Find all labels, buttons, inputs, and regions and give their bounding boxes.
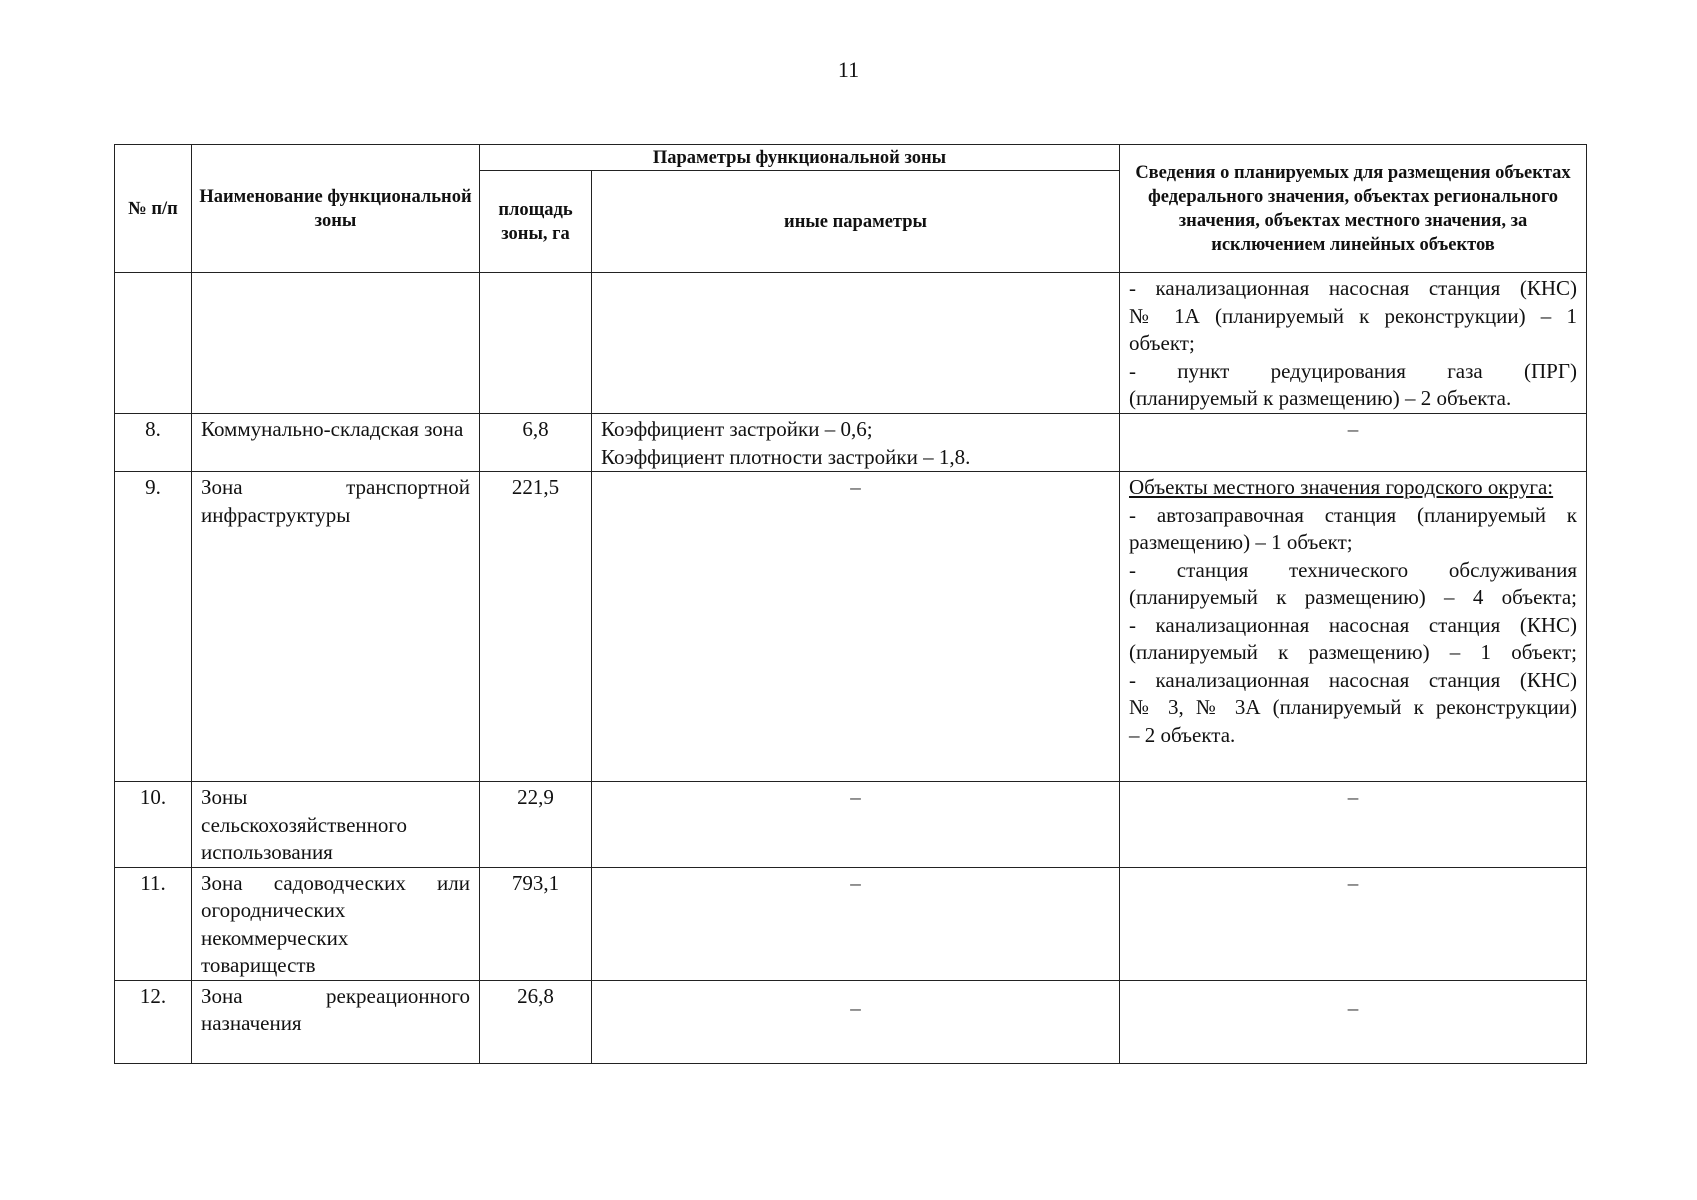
name-line: огороднических <box>201 898 346 922</box>
info-line: (планируемый к размещению) – 2 объекта. <box>1129 386 1512 410</box>
info-line: № 1А (планируемый к реконструкции) – 1 <box>1129 303 1577 328</box>
row-area: 221,5 <box>480 472 592 782</box>
row-planned-objects: – <box>1120 414 1587 472</box>
name-line: Зоны <box>201 785 248 809</box>
info-line: – 2 объекта. <box>1129 722 1236 747</box>
row-zone-name <box>192 782 480 868</box>
table-row <box>115 414 1587 472</box>
row-zone-name <box>192 867 480 980</box>
row-num: 9. <box>115 472 192 782</box>
info-line: объект; <box>1129 331 1195 355</box>
row-other-parameters: – <box>592 782 1120 868</box>
info-line: - канализационная насосная станция (КНС) <box>1129 612 1577 637</box>
info-line: (планируемый к размещению) – 4 объекта; <box>1129 585 1577 609</box>
row-other-parameters <box>592 414 1120 472</box>
header-planned-objects: Сведения о планируемых для размещения объектах федерального значения, объектах регионального значения, объектах местного значения, за исключением линейных объектов <box>1120 145 1587 273</box>
row-zone-name <box>192 980 480 1063</box>
row-num: 12. <box>115 980 192 1063</box>
info-line: - канализационная насосная станция (КНС) <box>1129 276 1577 300</box>
row-other-parameters: – <box>592 867 1120 980</box>
info-line: - канализационная насосная станция (КНС) <box>1129 667 1577 692</box>
header-area: площадь зоны, га <box>480 171 592 273</box>
info-line: - станция технического обслуживания <box>1129 557 1577 582</box>
row-zone-name <box>192 273 480 414</box>
row-area: 793,1 <box>480 867 592 980</box>
functional-zones-table <box>114 144 1587 1064</box>
page-number: 11 <box>837 57 860 82</box>
name-line: Зона садоводческих или <box>201 870 470 895</box>
table-row <box>115 273 1587 414</box>
row-planned-objects: – <box>1120 782 1587 868</box>
name-line: некоммерческих <box>201 925 349 950</box>
info-line: размещению) – 1 объект; <box>1129 530 1353 554</box>
info-line: (планируемый к размещению) – 1 объект; <box>1129 640 1577 664</box>
name-line: Зона транспортной <box>201 475 470 499</box>
header-other-parameters: иные параметры <box>592 171 1120 273</box>
row-planned-objects: – <box>1120 867 1587 980</box>
row-num <box>115 273 192 414</box>
name-line: назначения <box>201 1011 302 1035</box>
name-line: товариществ <box>201 953 316 977</box>
name-line: инфраструктуры <box>201 502 351 527</box>
info-line: № 3, № 3А (планируемый к реконструкции) <box>1129 695 1577 719</box>
table-row <box>115 782 1587 868</box>
row-num: 8. <box>115 414 192 472</box>
name-line: использования <box>201 840 333 864</box>
info-heading: Объекты местного значения городского округа: <box>1129 475 1554 499</box>
row-planned-objects: – <box>1120 980 1587 1063</box>
row-other-parameters: – <box>592 472 1120 782</box>
row-other-parameters: – <box>592 980 1120 1063</box>
table-row <box>115 867 1587 980</box>
row-other-parameters <box>592 273 1120 414</box>
name-line: сельскохозяйственного <box>201 812 407 837</box>
table-row <box>115 472 1587 782</box>
table-row <box>115 980 1587 1063</box>
row-zone-name <box>192 472 480 782</box>
row-planned-objects <box>1120 472 1587 782</box>
row-area <box>480 273 592 414</box>
info-line: - автозаправочная станция (планируемый к <box>1129 502 1577 527</box>
row-area: 26,8 <box>480 980 592 1063</box>
row-zone-name: Коммунально-складская зона <box>192 414 480 472</box>
row-planned-objects <box>1120 273 1587 414</box>
row-num: 11. <box>115 867 192 980</box>
row-num: 10. <box>115 782 192 868</box>
row-area: 6,8 <box>480 414 592 472</box>
param-line: Коэффициент застройки – 0,6; <box>601 417 873 441</box>
header-zone-parameters: Параметры функциональной зоны <box>480 145 1120 171</box>
info-line: - пункт редуцирования газа (ПРГ) <box>1129 358 1577 383</box>
row-area: 22,9 <box>480 782 592 868</box>
param-line: Коэффициент плотности застройки – 1,8. <box>601 444 971 469</box>
header-num: № п/п <box>115 145 192 273</box>
name-line: Зона рекреационного <box>201 983 470 1008</box>
header-zone-name: Наименование функциональной зоны <box>192 145 480 273</box>
